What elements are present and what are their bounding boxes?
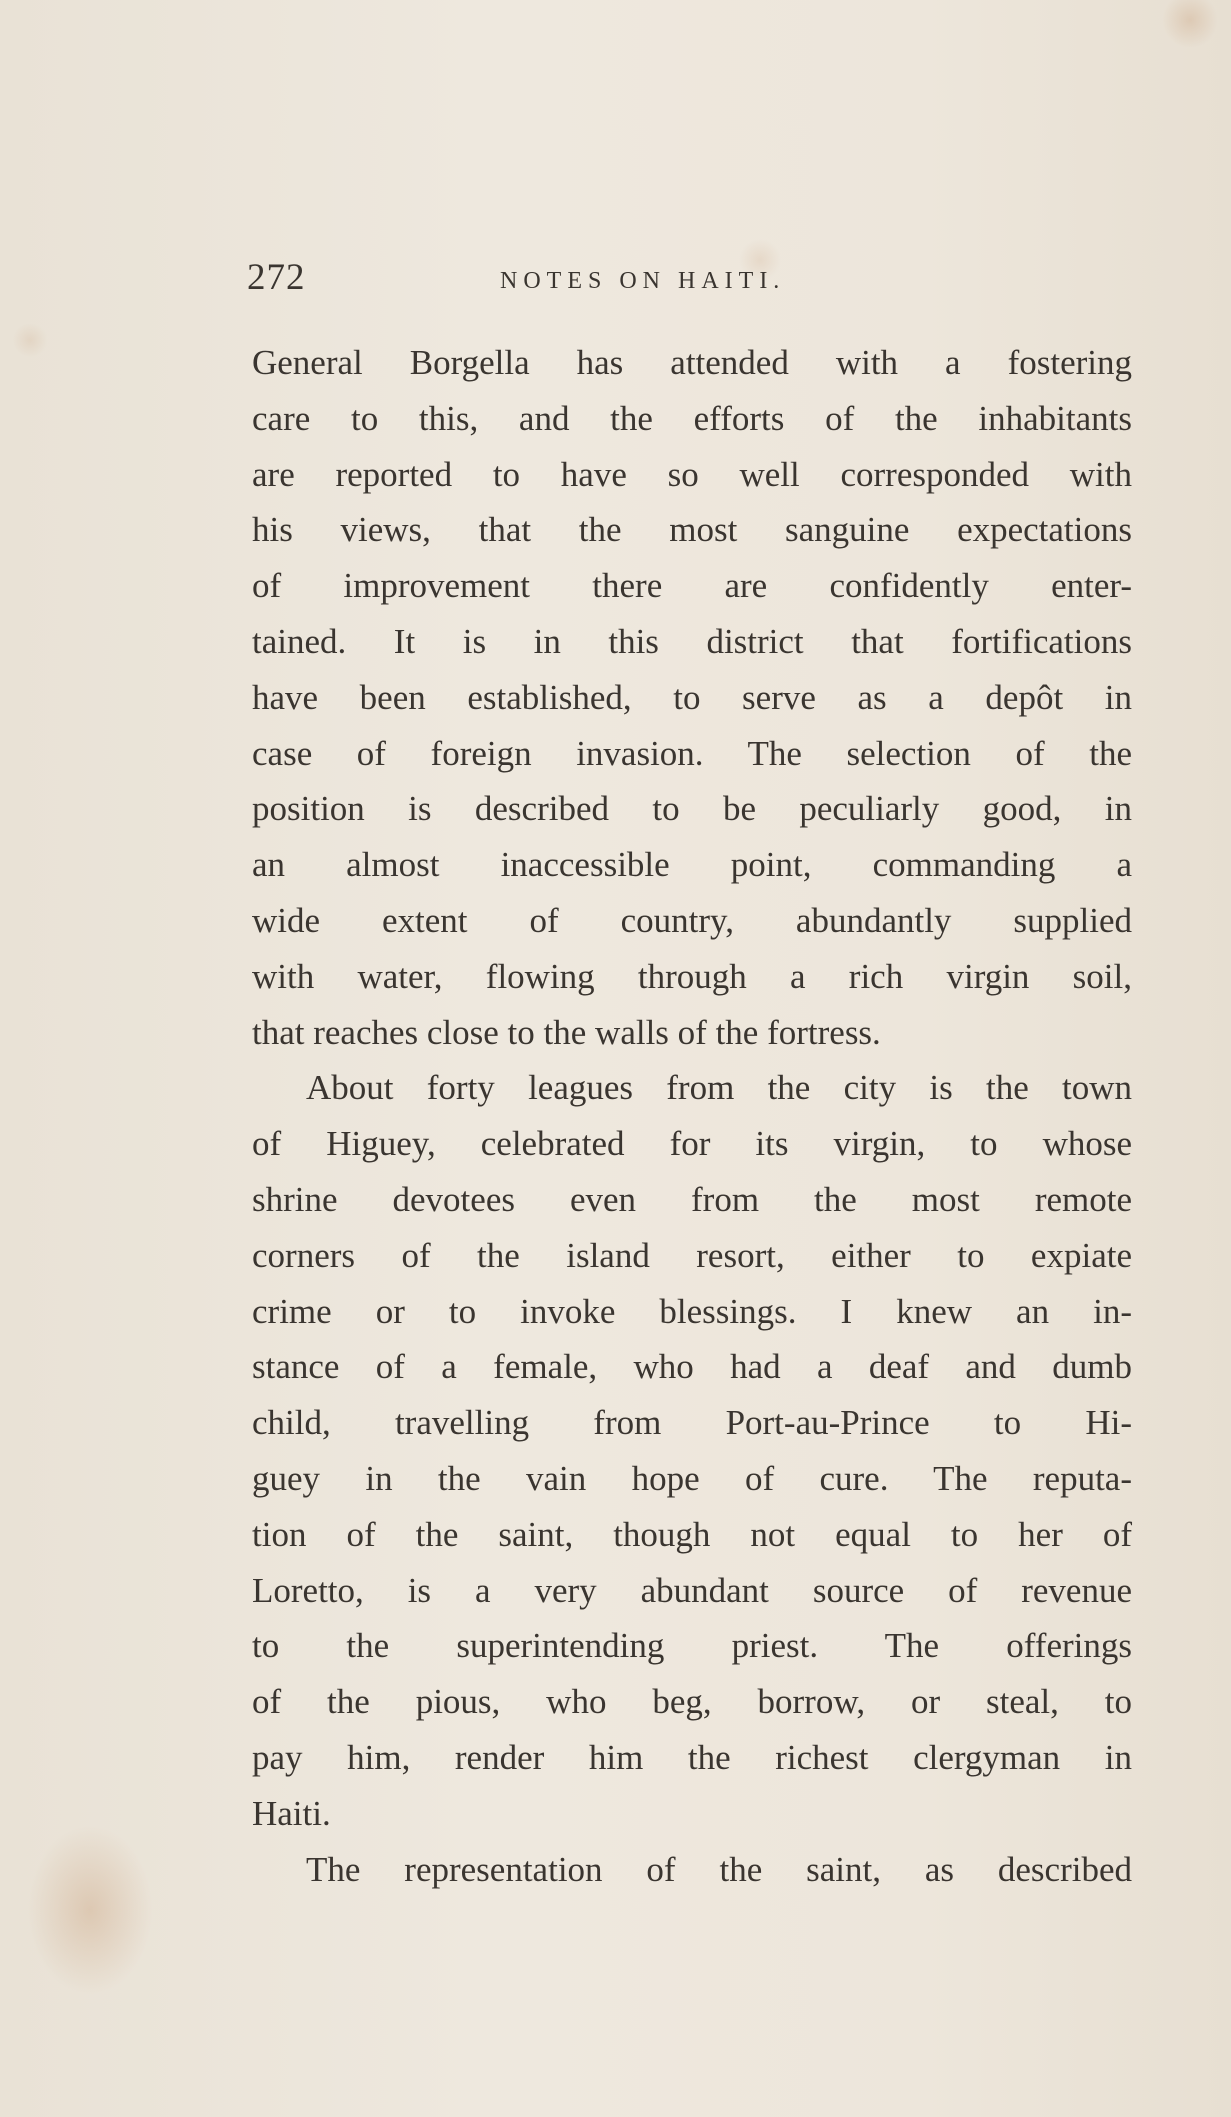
page-number: 272 xyxy=(247,257,306,298)
text-line: an almost inaccessible point, commanding a xyxy=(252,845,1132,885)
text-line: his views, that the most sanguine expectations xyxy=(252,510,1132,550)
running-head: NOTES ON HAITI. xyxy=(500,268,786,294)
page-header xyxy=(247,256,1137,306)
paragraph xyxy=(252,335,1132,1060)
paragraph xyxy=(252,1060,1132,1841)
text-line: position is described to be peculiarly good, in xyxy=(252,789,1132,829)
body-text xyxy=(252,335,1132,1897)
text-line: pay him, render him the richest clergyman in xyxy=(252,1737,1132,1777)
text-line: have been established, to serve as a depôt in xyxy=(252,677,1132,717)
text-line: of improvement there are confidently enter- xyxy=(252,566,1132,606)
text-line: corners of the island resort, either to expiate xyxy=(252,1235,1132,1275)
text-line: shrine devotees even from the most remote xyxy=(252,1179,1132,1219)
text-line: wide extent of country, abundantly supplied xyxy=(252,900,1132,940)
text-line: About forty leagues from the city is the town xyxy=(306,1068,1132,1108)
paragraph xyxy=(252,1842,1132,1898)
text-line: tion of the saint, though not equal to her of xyxy=(252,1514,1132,1554)
text-line: crime or to invoke blessings. I knew an in- xyxy=(252,1291,1132,1331)
text-line: to the superintending priest. The offerings xyxy=(252,1626,1132,1666)
text-line: are reported to have so well corresponded with xyxy=(252,454,1132,494)
text-line: guey in the vain hope of cure. The reputa- xyxy=(252,1458,1132,1498)
text-line: case of foreign invasion. The selection of the xyxy=(252,733,1132,773)
text-line: Loretto, is a very abundant source of revenue xyxy=(252,1570,1132,1610)
text-line: that reaches close to the walls of the fortress. xyxy=(252,1012,881,1052)
text-line: care to this, and the efforts of the inhabitants xyxy=(252,398,1132,438)
text-line: child, travelling from Port-au-Prince to Hi- xyxy=(252,1403,1132,1443)
text-line: with water, flowing through a rich virgin soil, xyxy=(252,956,1132,996)
text-line: of the pious, who beg, borrow, or steal, to xyxy=(252,1682,1132,1722)
text-line: The representation of the saint, as described xyxy=(306,1849,1132,1889)
text-line: of Higuey, celebrated for its virgin, to whose xyxy=(252,1124,1132,1164)
text-line: Haiti. xyxy=(252,1793,331,1833)
text-line: stance of a female, who had a deaf and dumb xyxy=(252,1347,1132,1387)
text-line: General Borgella has attended with a fostering xyxy=(252,343,1132,382)
text-line: tained. It is in this district that fortifications xyxy=(252,621,1132,661)
